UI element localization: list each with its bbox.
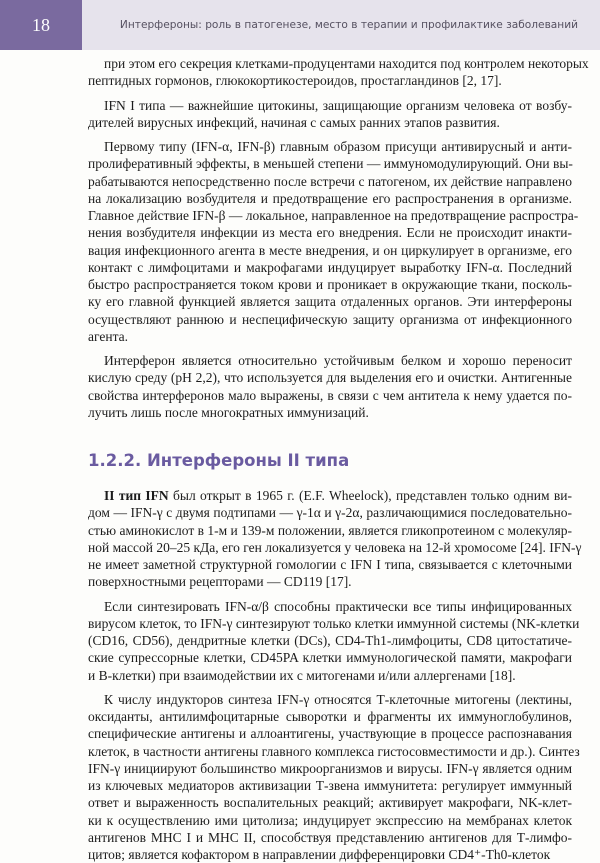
text-line: ские супрессорные клетки, CD45PA клетки иммунологической памяти, макрофаги bbox=[88, 650, 572, 666]
text-line: осуществляют раннюю и неспецифическую защиту организма от инфекционного bbox=[88, 311, 572, 327]
text-line: при этом его секреция клетками-продуцентами находится под контролем некоторых bbox=[104, 56, 589, 71]
bold-lead: II тип IFN bbox=[104, 488, 169, 503]
running-title: Интерфероны: роль в патогенезе, место в терапии и профилактике заболеваний bbox=[119, 19, 578, 31]
text-line: быстро распространяется током крови и проникает в окружающие ткани, посколь- bbox=[88, 277, 572, 292]
text-line: (CD16, CD56), дендритные клетки (DCs), CD4-Th1-лимфоциты, CD8 цитостатиче- bbox=[88, 633, 572, 648]
text-line: Главное действие IFN-β — локальное, направленное на предотвращение распростра- bbox=[88, 208, 579, 223]
paragraph bbox=[88, 97, 572, 132]
text-line: IFN I типа — важнейшие цитокины, защищающие организм человека от возбу- bbox=[104, 97, 572, 113]
text-line: Если синтезировать IFN-α/β способны практически все типы инфицированных bbox=[104, 598, 572, 614]
text-line: стью аминокислот в 1-м и 139-м положении, является гликопротеином с молекуляр- bbox=[88, 522, 572, 538]
text-line: из ключевых медиаторов активизации Т-звена иммунитета: регулирует иммунный bbox=[88, 778, 572, 793]
text-line: агента. bbox=[88, 328, 128, 344]
text-line: нения возбудителя инфекции из места его внедрения. Если не происходит инакти- bbox=[88, 225, 572, 241]
text-line: лучить лишь после многократных иммунизаций. bbox=[88, 404, 369, 420]
paragraph bbox=[88, 691, 580, 863]
text-line: К числу индукторов синтеза IFN-γ относятся Т-клеточные митогены (лектины, bbox=[104, 691, 572, 707]
page-body bbox=[88, 55, 589, 863]
text-line: дом — IFN-γ с двумя подтипами — γ-1α и γ-2α, различающимися последовательно- bbox=[88, 505, 572, 521]
section-heading: 1.2.2. Интерфероны II типа bbox=[88, 451, 350, 470]
text-line bbox=[88, 487, 572, 504]
text-line: IFN-γ инициируют большинство микроорганизмов и вирусы. IFN-γ является одним bbox=[88, 760, 572, 776]
text-line: поверхностными рецепторами — CD119 [17]. bbox=[88, 574, 352, 590]
text-line: цитов; является кофактором в направлении дифференцировки CD4⁺-Th0-клеток bbox=[88, 847, 551, 862]
text-line: свойства интерферонов мало выражены, в связи с чем антитела к нему удается по- bbox=[88, 387, 572, 403]
text-line: ответ и выраженность воспалительных реакций; активирует макрофаги, NK-клет- bbox=[88, 795, 572, 811]
text-line: контакт с лимфоцитами и макрофагами индуцирует выработку IFN-α. Последний bbox=[88, 259, 572, 275]
text-line: оксиданты, антилимфоцитарные сыворотки и фрагменты их иммуноглобулинов, bbox=[88, 709, 572, 724]
body-text-top bbox=[88, 55, 589, 421]
text-line: ной массой 20–25 кДа, его ген локализуется у человека на 12-й хромосоме [24]. IFN-γ bbox=[88, 539, 582, 555]
text-line: антигенов MHC I и MHC II, способствуя представлению антигенов для Т-лимфо- bbox=[88, 829, 572, 845]
text-line: не имеет заметной структурной гомологии с IFN I типа, связывается с клеточными bbox=[88, 557, 572, 572]
text-line: пролиферативный эффекты, в меньшей степени — иммуномодулирующий. Они вы- bbox=[88, 156, 573, 172]
paragraph bbox=[88, 138, 579, 345]
text-line: вация инфекционного агента в месте внедрения, и он циркулирует в организме, его bbox=[88, 242, 572, 258]
text-line: Первому типу (IFN-α, IFN-β) главным образом присущи антивирусный и анти- bbox=[104, 139, 572, 154]
text-line: ку его главной функцией является защита отдаленных органов. Эти интерфероны bbox=[88, 294, 572, 310]
text-line: и В-клетки) при взаимодействии их с митогенами и/или аллергенами [18]. bbox=[88, 667, 516, 683]
text-line: на локализацию возбудителя и предотвращение его распространения в организме. bbox=[88, 190, 572, 206]
text-line: ки к осуществлению ими цитолиза; индуцирует экспрессию на мембранах клеток bbox=[88, 812, 572, 828]
text-line: Интерферон является относительно устойчивым белком и хорошо переносит bbox=[104, 353, 572, 368]
paragraph bbox=[88, 487, 582, 591]
text-line: вирусом клеток, то IFN-γ синтезируют только клетки иммунной системы (NK-клетки bbox=[88, 615, 580, 631]
line-text: был открыт в 1965 г. (E.F. Wheelock), представлен только одним ви- bbox=[168, 488, 572, 503]
page-number-box bbox=[0, 0, 82, 50]
body-text-bottom bbox=[88, 487, 582, 863]
header-band bbox=[82, 0, 600, 50]
paragraph bbox=[88, 598, 580, 684]
text-line: рабатываются непосредственно после встречи с патогеном, их действие направлено bbox=[88, 173, 572, 189]
paragraph bbox=[88, 352, 572, 421]
text-line: пептидных гормонов, глюкокортикостероидов, простагландинов [2, 17]. bbox=[88, 73, 502, 89]
page-number: 18 bbox=[32, 14, 50, 35]
paragraph bbox=[88, 55, 589, 90]
text-line: дителей вирусных инфекций, начиная с самых ранних этапов развития. bbox=[88, 114, 500, 130]
text-line: специфические антигены и аллоантигены, участвующие в процессе распознавания bbox=[88, 726, 572, 742]
text-line: клеток, в частности антигены главного комплекса гистосовместимости и др.). Синтез bbox=[88, 743, 580, 759]
text-line: кислую среду (pH 2,2), что используется для выделения его и очистки. Антигенные bbox=[88, 370, 572, 386]
